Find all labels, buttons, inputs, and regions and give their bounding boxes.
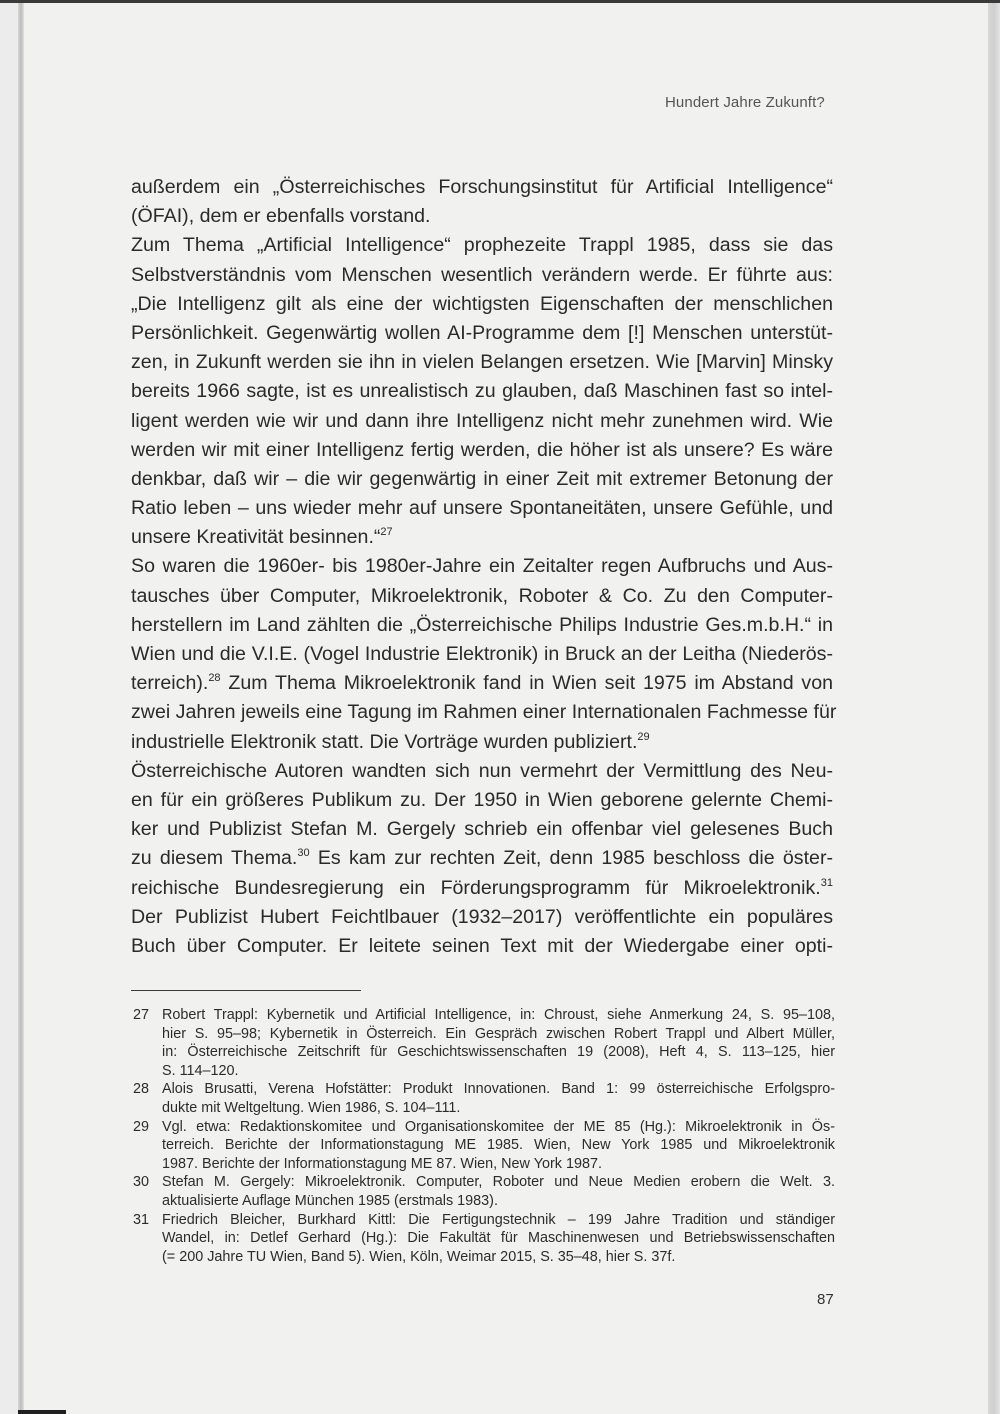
page-top-edge xyxy=(0,0,1000,3)
body-line xyxy=(131,552,833,581)
body-line-text: herstellern im Land zählten die „Österreichische Philips Industrie Ges.m.b.H.“ in xyxy=(131,613,833,636)
body-line-text: Österreichische Autoren wandten sich nun vermehrt der Vermittlung des Neu- xyxy=(131,759,833,782)
body-line-text: „Die Intelligenz gilt als eine der wichtigsten Eigenschaften der menschlichen xyxy=(131,292,833,315)
body-line xyxy=(131,436,833,465)
page-number: 87 xyxy=(817,1291,834,1308)
footnote-line: terreich. Berichte der Informationstagung ME 1985. Wien, New York 1985 und Mikroelektronik xyxy=(162,1137,835,1154)
book-spine-shadow xyxy=(18,3,24,1411)
body-line xyxy=(131,815,833,844)
body-line-text: Selbstverständnis vom Menschen wesentlich verändern werde. Er führte aus: xyxy=(131,263,833,286)
footnote-line: 1987. Berichte der Informationstagung ME 87. Wien, New York 1987. xyxy=(162,1155,602,1172)
body-line-text: Buch über Computer. Er leitete seinen Text mit der Wiedergabe einer opti- xyxy=(131,934,833,957)
footnote-30 xyxy=(133,1173,835,1210)
body-line xyxy=(131,728,833,757)
body-line xyxy=(131,757,833,786)
footnote-line: hier S. 95–98; Kybernetik in Österreich. Ein Gespräch zwischen Robert Trappl und Albert Müller, xyxy=(162,1025,835,1042)
footnote-line: dukte mit Weltgeltung. Wien 1986, S. 104–111. xyxy=(162,1099,461,1116)
body-line-text: terreich). xyxy=(131,672,209,695)
body-line-text: en für ein größeres Publikum zu. Der 1950 in Wien geborene gelernte Chemi- xyxy=(131,788,833,811)
body-line xyxy=(131,669,833,698)
footnote-reference[interactable]: 28 xyxy=(208,672,221,685)
footnote-line: Alois Brusatti, Verena Hofstätter: Produkt Innovationen. Band 1: 99 österreichische Erfolgspro- xyxy=(162,1081,835,1098)
body-line xyxy=(131,290,833,319)
body-line xyxy=(131,202,833,231)
footnote-number: 27 xyxy=(133,1007,150,1023)
footnote-line: Friedrich Bleicher, Burkhard Kittl: Die Fertigungstechnik – 199 Jahre Tradition und ständiger xyxy=(162,1211,835,1228)
body-line-text: zu diesem Thema. xyxy=(131,847,298,870)
footnote-line: S. 114–120. xyxy=(162,1062,239,1079)
footnote-28 xyxy=(133,1080,835,1117)
body-line-text: reichische Bundesregierung ein Förderungsprogramm für Mikroelektronik. xyxy=(131,876,821,899)
body-line xyxy=(131,582,833,611)
body-line xyxy=(131,465,833,494)
footnote-line: Vgl. etwa: Redaktionskomitee und Organisationskomitee der ME 85 (Hg.): Mikroelektronik in Ös- xyxy=(162,1118,835,1135)
body-line xyxy=(131,903,833,932)
footnote-reference[interactable]: 30 xyxy=(297,847,310,860)
body-line-text: zen, in Zukunft werden sie ihn in vielen Belangen ersetzen. Wie [Marvin] Minsky xyxy=(131,351,833,374)
body-line-text: ker und Publizist Stefan M. Gergely schrieb ein offenbar viel gelesenes Buch xyxy=(131,818,833,841)
footnote-number: 31 xyxy=(133,1211,150,1228)
body-line xyxy=(131,319,833,348)
footnote-reference[interactable]: 31 xyxy=(820,876,833,889)
footnote-line: Wandel, in: Detlef Gerhard (Hg.): Die Fakultät für Maschinenwesen und Betriebswissenschaften xyxy=(162,1230,835,1247)
body-line-text: Zum Thema „Artificial Intelligence“ prophezeite Trappl 1985, dass sie das xyxy=(131,234,833,257)
body-line xyxy=(131,786,833,815)
body-line-text: Der Publizist Hubert Feichtlbauer (1932–2017) veröffentlichte ein populäres xyxy=(131,905,833,928)
body-line xyxy=(131,932,833,961)
body-line xyxy=(131,523,833,552)
footnote-number: 29 xyxy=(133,1118,150,1135)
body-line-text: außerdem ein „Österreichisches Forschungsinstitut für Artificial Intelligence“ xyxy=(131,176,833,198)
body-line-text: Ratio leben – uns wieder mehr auf unsere Spontaneitäten, unsere Gefühle, und xyxy=(131,497,833,520)
body-line-text-continued: Es kam zur rechten Zeit, denn 1985 beschloss die öster- xyxy=(309,847,833,870)
body-line xyxy=(131,173,833,202)
page-right-edge xyxy=(988,3,1000,1414)
body-line-text: Wien und die V.I.E. (Vogel Industrie Elektronik) in Bruck an der Leitha (Niederös- xyxy=(131,643,833,665)
body-line-text: unsere Kreativität besinnen.“ xyxy=(131,526,381,549)
body-line-text: zwei Jahren jeweils eine Tagung im Rahmen einer Internationalen Fachmesse für xyxy=(131,701,837,724)
body-line xyxy=(131,261,833,290)
footnote-line: aktualisierte Auflage München 1985 (erstmals 1983). xyxy=(162,1192,498,1209)
body-line xyxy=(131,494,833,523)
body-line xyxy=(131,231,833,260)
body-line-text: werden wir mit einer Intelligenz fertig werden, die höher ist als unsere? Es wäre xyxy=(131,438,833,461)
body-line xyxy=(131,640,833,669)
footnotes xyxy=(133,1006,835,1266)
body-line-text: tausches über Computer, Mikroelektronik, Roboter & Co. Zu den Computer- xyxy=(131,584,833,607)
body-text xyxy=(131,173,837,961)
body-line xyxy=(131,844,833,873)
body-line xyxy=(131,698,837,727)
footnote-reference[interactable]: 29 xyxy=(637,730,650,743)
body-line-text: Persönlichkeit. Gegenwärtig wollen AI-Programme dem [!] Menschen unterstüt- xyxy=(131,321,833,344)
footnote-line: Robert Trappl: Kybernetik und Artificial Intelligence, in: Chroust, siehe Anmerkung 24, S. 95–108, xyxy=(162,1007,835,1023)
body-line-text: industrielle Elektronik statt. Die Vorträge wurden publiziert. xyxy=(131,730,638,753)
body-line-text: ligent werden wie wir und dann ihre Intelligenz nicht mehr zunehmen wird. Wie xyxy=(131,409,833,432)
footnote-27 xyxy=(133,1006,835,1080)
body-line-text: bereits 1966 sagte, ist es unrealistisch zu glauben, daß Maschinen fast so intel- xyxy=(131,380,833,403)
footnote-reference[interactable]: 27 xyxy=(380,526,393,539)
body-line-text: denkbar, daß wir – die wir gegenwärtig in einer Zeit mit extremer Betonung der xyxy=(131,467,833,490)
body-line xyxy=(131,407,833,436)
footnote-line: in: Österreichische Zeitschrift für Geschichtswissenschaften 19 (2008), Heft 4, S. 113–125, hier xyxy=(162,1044,835,1061)
body-line-text-continued: Zum Thema Mikroelektronik fand in Wien seit 1975 im Abstand von xyxy=(220,672,833,695)
footnote-29 xyxy=(133,1118,835,1174)
footnote-number: 28 xyxy=(133,1081,150,1098)
page-bottom-corner xyxy=(18,1410,66,1414)
body-line xyxy=(131,611,833,640)
page-left-margin xyxy=(0,3,18,1414)
body-line xyxy=(131,348,833,377)
running-head: Hundert Jahre Zukunft? xyxy=(665,94,825,111)
footnote-31 xyxy=(133,1211,835,1267)
body-line-text: So waren die 1960er- bis 1980er-Jahre ein Zeitalter regen Aufbruchs und Aus- xyxy=(131,555,833,578)
footnote-number: 30 xyxy=(133,1174,150,1191)
footnote-separator xyxy=(131,990,361,991)
body-line xyxy=(131,874,833,903)
body-line-text: (ÖFAI), dem er ebenfalls vorstand. xyxy=(131,205,431,228)
footnote-line: (= 200 Jahre TU Wien, Band 5). Wien, Köln, Weimar 2015, S. 35–48, hier S. 37f. xyxy=(162,1248,676,1265)
body-line xyxy=(131,377,833,406)
footnote-line: Stefan M. Gergely: Mikroelektronik. Computer, Roboter und Neue Medien erobern die Welt. 3. xyxy=(162,1174,835,1191)
